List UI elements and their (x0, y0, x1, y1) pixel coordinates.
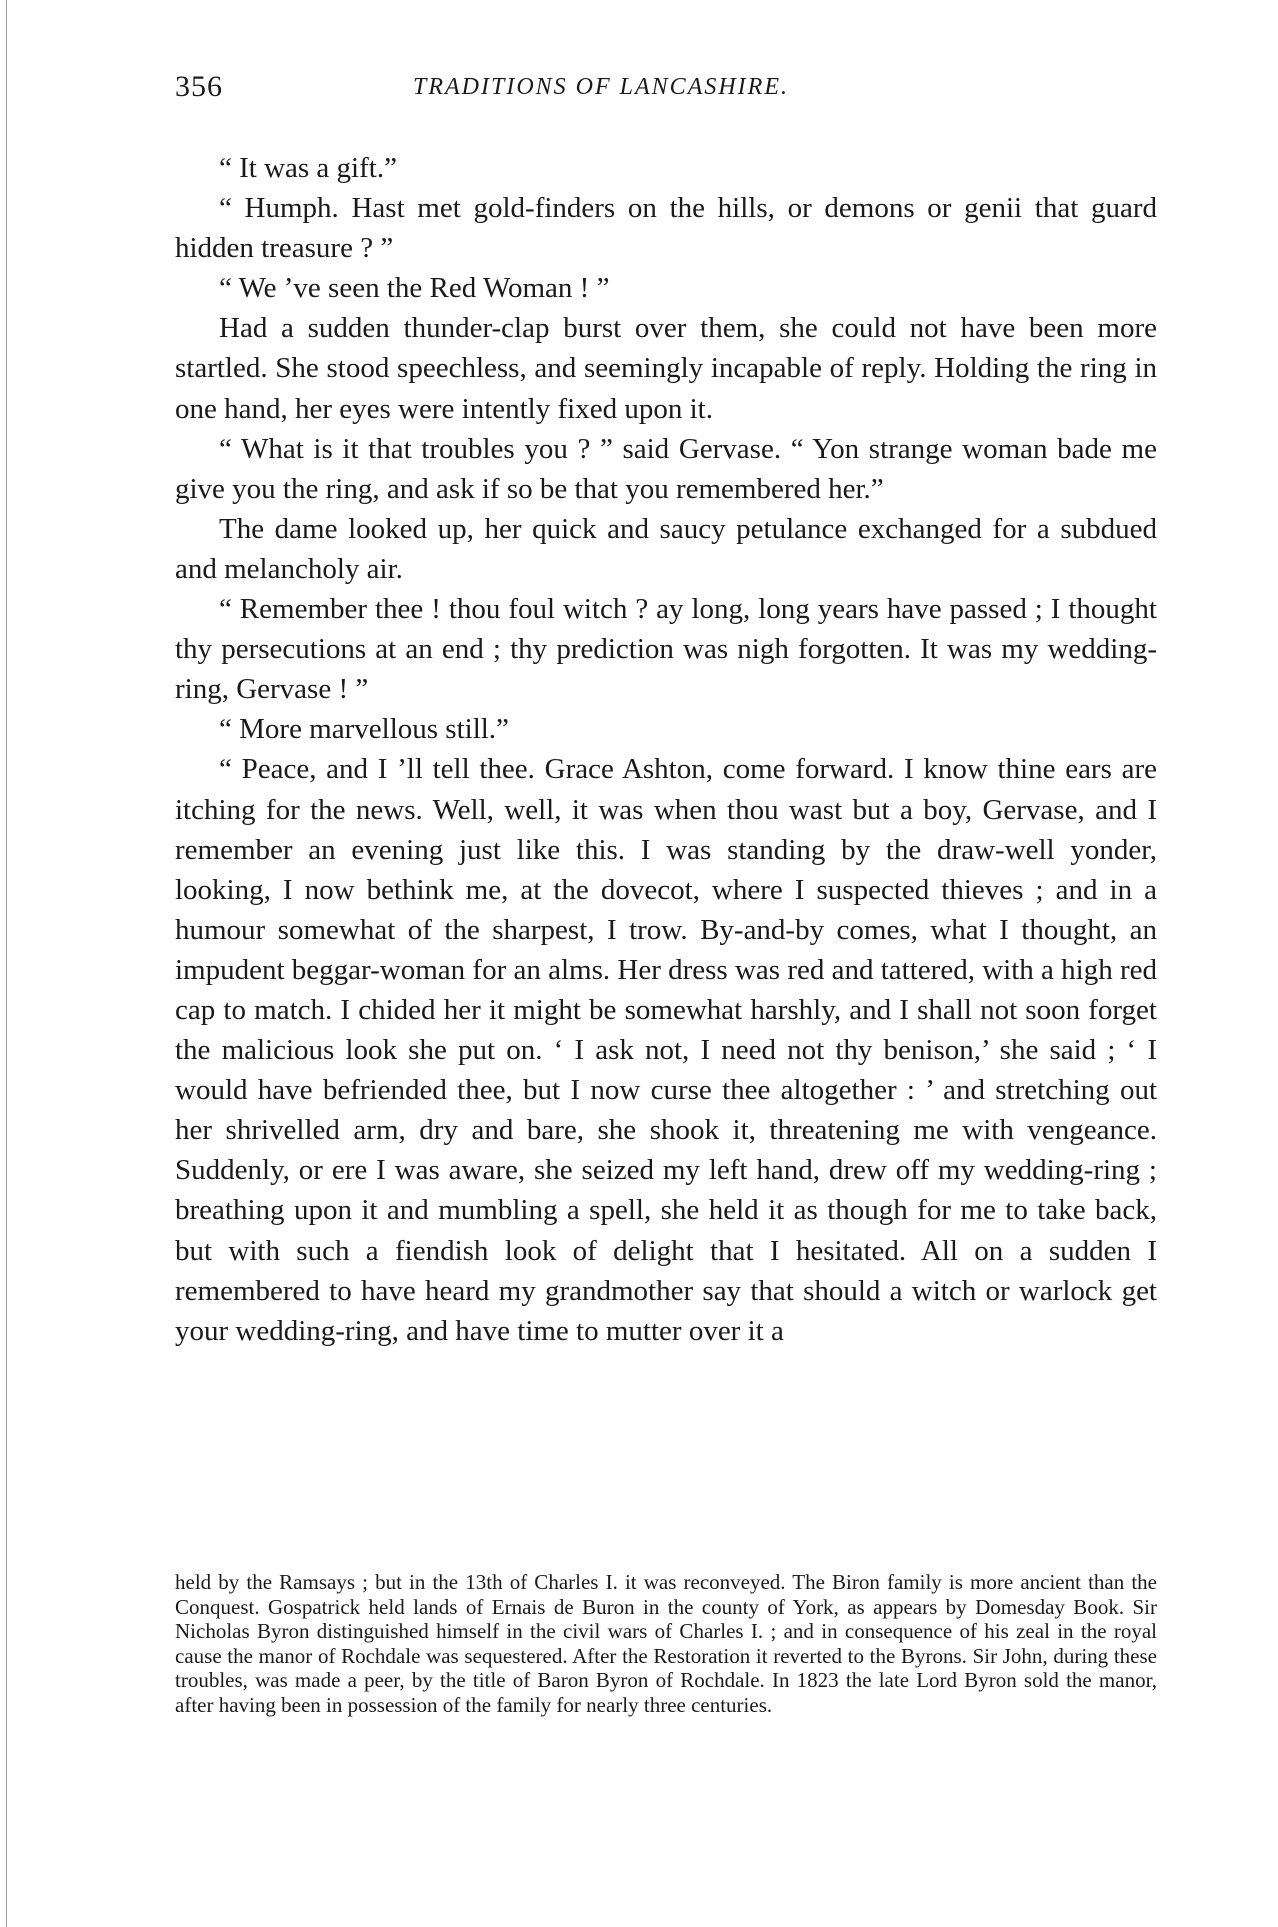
paragraph: “ More marvellous still.” (219, 713, 509, 746)
page-number: 356 (175, 70, 223, 103)
paragraph: “ What is it that troubles you ? ” said Gervase. “ Yon strange woman bade me give you the ring, and ask if so be that you remembered her.” (175, 432, 1157, 505)
footnote-text: held by the Ramsays ; but in the 13th of Charles I. it was reconveyed. The Biron family is more ancient than the Conquest. Gospatrick held lands of Ernais de Buron in the county of York, as appears by Domesday Book. Sir Nicholas Byron distinguished himself in the civil wars of Charles I. ; and in consequence of his zeal in the royal cause the manor of Rochdale was sequestered. After the Restoration it reverted to the Byrons. Sir John, during these troubles, was made a peer, by the title of Baron Byron of Rochdale. In 1823 the late Lord Byron sold the manor, after having been in possession of the family for nearly three centuries. (175, 1570, 1157, 1717)
paragraph: Had a sudden thunder-clap burst over them, she could not have been more startled. She stood speechless, and seemingly incapable of reply. Holding the ring in one hand, her eyes were intently fixed upon it. (175, 312, 1157, 425)
paragraph: “ Remember thee ! thou foul witch ? ay long, long years have passed ; I thought thy persecutions at an end ; thy prediction was nigh forgotten. It was my wedding-ring, Gervase ! ” (175, 593, 1157, 706)
paragraph: “ Humph. Hast met gold-finders on the hills, or demons or genii that guard hidden treasure ? ” (175, 192, 1157, 265)
body-text (175, 148, 1157, 1351)
running-title: TRADITIONS OF LANCASHIRE. (413, 74, 789, 100)
paragraph: “ We ’ve seen the Red Woman ! ” (219, 272, 610, 305)
paragraph: The dame looked up, her quick and saucy petulance exchanged for a subdued and melancholy air. (175, 512, 1157, 585)
footnote (175, 1570, 1157, 1717)
paragraph: “ It was a gift.” (219, 152, 397, 184)
page-header (175, 70, 1175, 120)
paragraph: “ Peace, and I ’ll tell thee. Grace Ashton, come forward. I know thine ears are itching for the news. Well, well, it was when thou wast but a boy, Gervase, and I remember an evening just like this. I was standing by the draw-well yonder, looking, I now bethink me, at the dovecot, where I suspected thieves ; and in a humour somewhat of the sharpest, I trow. By-and-by comes, what I thought, an impudent beggar-woman for an alms. Her dress was red and tattered, with a high red cap to match. I chided her it might be somewhat harshly, and I shall not soon forget the malicious look she put on. ‘ I ask not, I need not thy benison,’ she said ; ‘ I would have befriended thee, but I now curse thee altogether : ’ and stretching out her shrivelled arm, dry and bare, she shook it, threatening me with vengeance. Suddenly, or ere I was aware, she seized my left hand, drew off my wedding-ring ; breathing upon it and mumbling a spell, she held it as though for me to take back, but with such a fiendish look of delight that I hesitated. All on a sudden I remembered to have heard my grandmother say that should a witch or warlock get your wedding-ring, and have time to mutter over it a (175, 753, 1157, 1347)
page-edge-line (6, 0, 7, 1927)
